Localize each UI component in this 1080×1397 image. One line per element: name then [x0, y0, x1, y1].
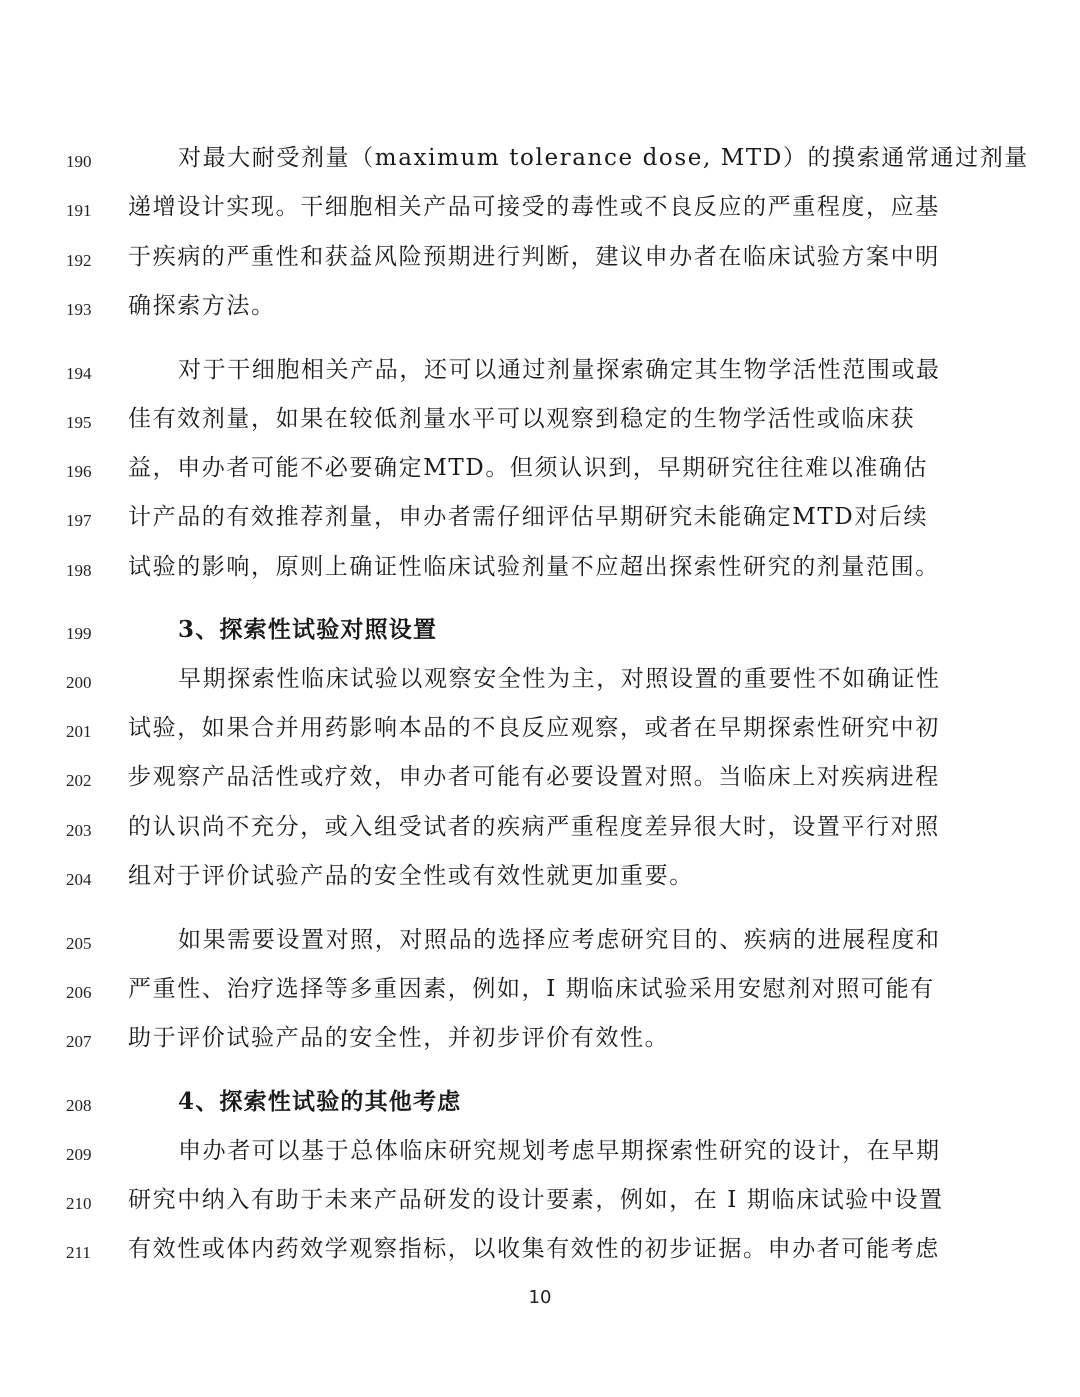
line-text: 试验，如果合并用药影响本品的不良反应观察，或者在早期探索性研究中初	[128, 715, 940, 741]
line-number: 195	[66, 413, 92, 432]
line-number: 205	[66, 934, 92, 953]
text-line	[0, 710, 1080, 758]
line-text: 对于干细胞相关产品，还可以通过剂量探索确定其生物学活性范围或最	[178, 357, 941, 383]
line-text: 早期探索性临床试验以观察安全性为主，对照设置的重要性不如确证性	[178, 666, 941, 692]
line-number: 197	[66, 511, 92, 530]
text-line	[0, 809, 1080, 857]
line-number: 204	[66, 870, 92, 889]
section-heading	[0, 1084, 1080, 1132]
line-number: 200	[66, 673, 92, 692]
text-line	[0, 1133, 1080, 1181]
line-text: 佳有效剂量，如果在较低剂量水平可以观察到稳定的生物学活性或临床获	[128, 406, 916, 432]
heading-text: 4、探索性试验的其他考虑	[178, 1088, 462, 1115]
line-number: 208	[66, 1096, 92, 1115]
line-text: 有效性或体内药效学观察指标，以收集有效性的初步证据。申办者可能考虑	[128, 1236, 940, 1262]
text-line	[0, 971, 1080, 1019]
line-number: 198	[66, 561, 92, 580]
text-line	[0, 759, 1080, 807]
line-number: 191	[66, 201, 92, 220]
text-line	[0, 499, 1080, 547]
text-line	[0, 1182, 1080, 1230]
line-text: 于疾病的严重性和获益风险预期进行判断，建议申办者在临床试验方案中明	[128, 244, 940, 270]
text-line	[0, 858, 1080, 906]
text-line	[0, 549, 1080, 597]
line-number: 201	[66, 722, 92, 741]
line-number: 207	[66, 1032, 92, 1051]
line-text: 步观察产品活性或疗效，申办者可能有必要设置对照。当临床上对疾病进程	[128, 764, 940, 790]
line-text: 试验的影响，原则上确证性临床试验剂量不应超出探索性研究的剂量范围。	[128, 554, 940, 580]
line-number: 193	[66, 300, 92, 319]
line-text: 递增设计实现。干细胞相关产品可接受的毒性或不良反应的严重程度，应基	[128, 194, 940, 220]
line-text: 的认识尚不充分，或入组受试者的疾病严重程度差异很大时，设置平行对照	[128, 814, 940, 840]
text-line	[0, 140, 1080, 188]
line-text: 益，申办者可能不必要确定MTD。但须认识到，早期研究往往难以准确估	[128, 455, 929, 481]
text-line	[0, 1020, 1080, 1068]
line-text: 如果需要设置对照，对照品的选择应考虑研究目的、疾病的进展程度和	[178, 927, 941, 953]
line-number: 210	[66, 1194, 92, 1213]
text-line	[0, 922, 1080, 970]
line-number: 196	[66, 462, 92, 481]
text-line	[0, 450, 1080, 498]
text-line	[0, 288, 1080, 336]
line-number: 206	[66, 983, 92, 1002]
text-line	[0, 239, 1080, 287]
text-line	[0, 661, 1080, 709]
line-number: 209	[66, 1145, 92, 1164]
line-number: 199	[66, 624, 92, 643]
line-number: 211	[66, 1243, 91, 1262]
line-number: 203	[66, 821, 92, 840]
text-line	[0, 189, 1080, 237]
line-text: 组对于评价试验产品的安全性或有效性就更加重要。	[128, 863, 694, 889]
text-line	[0, 352, 1080, 400]
line-text: 严重性、治疗选择等多重因素，例如，I 期临床试验采用安慰剂对照可能有	[128, 976, 935, 1002]
line-text: 申办者可以基于总体临床研究规划考虑早期探索性研究的设计，在早期	[178, 1138, 941, 1164]
line-text: 对最大耐受剂量（maximum tolerance dose, MTD）的摸索通常通过剂量	[178, 145, 1029, 171]
line-number: 190	[66, 152, 92, 171]
page-number: 10	[528, 1287, 552, 1308]
line-number: 192	[66, 251, 92, 270]
line-number: 194	[66, 364, 92, 383]
line-text: 计产品的有效推荐剂量，申办者需仔细评估早期研究未能确定MTD对后续	[128, 504, 929, 530]
text-line	[0, 1231, 1080, 1279]
section-heading	[0, 612, 1080, 660]
text-line	[0, 401, 1080, 449]
line-text: 研究中纳入有助于未来产品研发的设计要素，例如，在 I 期临床试验中设置	[128, 1187, 944, 1213]
line-text: 助于评价试验产品的安全性，并初步评价有效性。	[128, 1025, 670, 1051]
line-number: 202	[66, 771, 92, 790]
line-text: 确探索方法。	[128, 293, 276, 319]
heading-text: 3、探索性试验对照设置	[178, 616, 438, 643]
